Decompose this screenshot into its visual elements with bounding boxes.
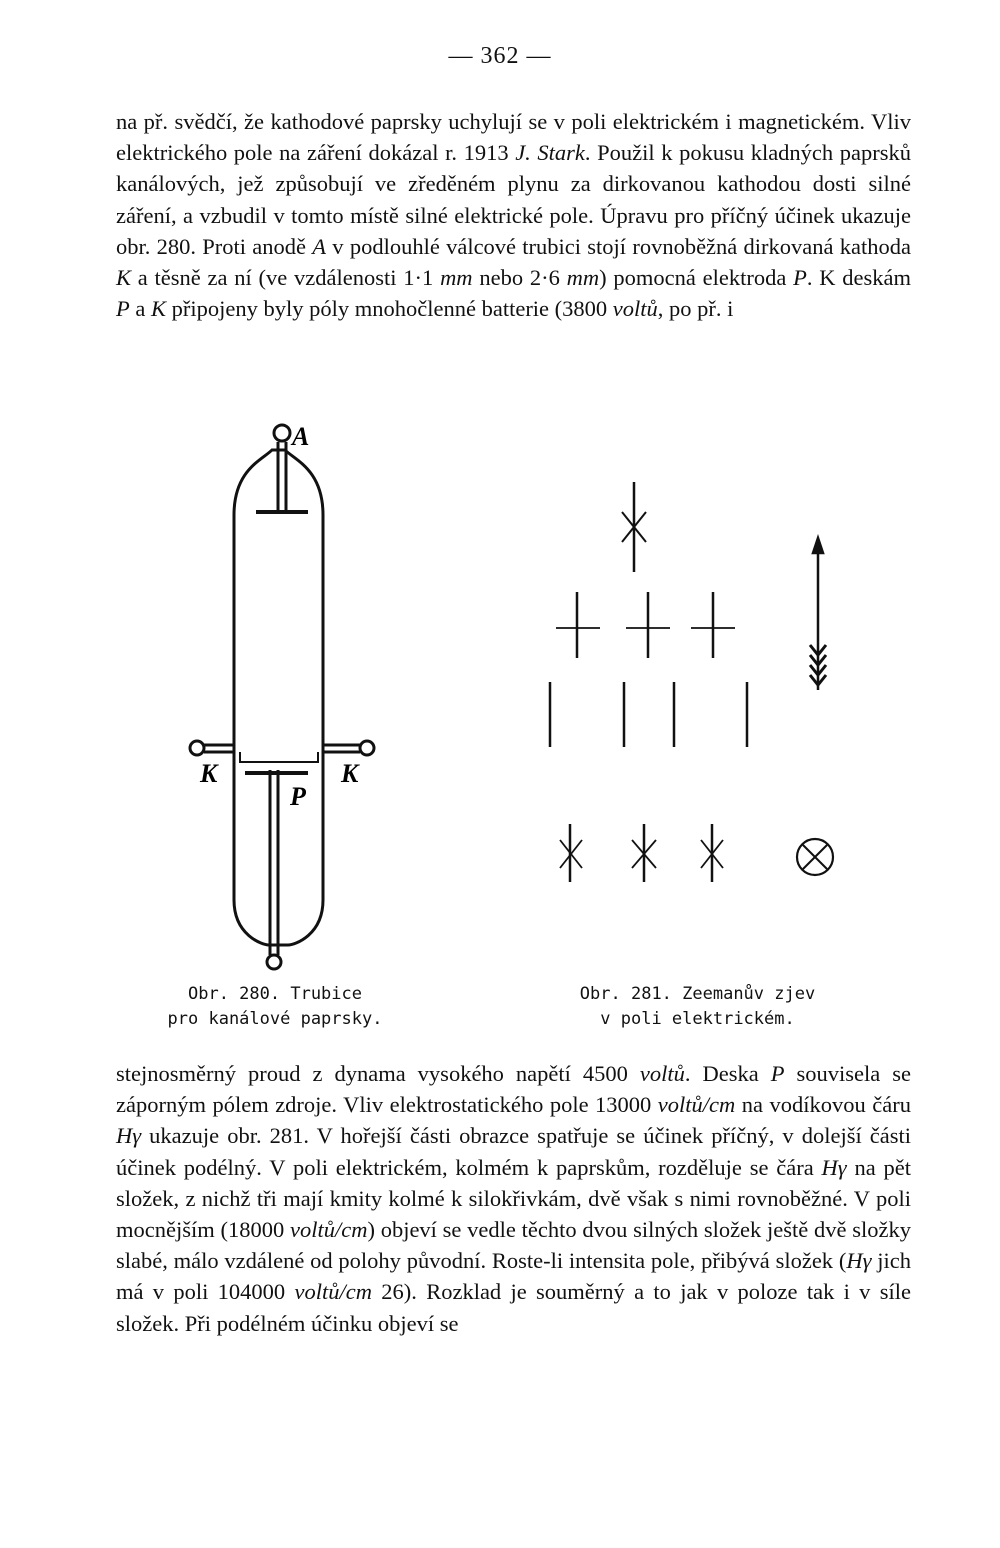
- bottom-terminal: [267, 955, 281, 969]
- figure-280-caption: Obr. 280. Trubice pro kanálové paprsky.: [167, 984, 383, 1029]
- anode-terminal: [274, 425, 290, 441]
- label-k-right: K: [341, 759, 359, 788]
- label-a: A: [292, 422, 310, 451]
- paragraph-top: na př. svědčí, že kathodové paprsky uchylují se v poli elektrickém i magnetickém. Vliv elektrického pole na záření dokázal r. 1913 J. Stark. Použil k pokusu kladných paprsků kanálových, jež způsobují ve zředěném plynu za dirkovanou kathodou dosti silné záření, a vzbudil v tomto místě silné elektrické pole. Úpravu pro příčný účinek ukazuje obr. 280. Proti anodě A v podlouhlé válcové trubici stojí rovnoběžná dirkovaná kathoda K a těsně za ní (ve vzdálenosti 1·1 mm nebo 2·6 mm) pomocná elektroda P. K deskám P a K připojeny byly póly mnohočlenné batterie (3800 voltů, po př. i: [116, 109, 912, 322]
- figure-281-stark-diagram: [550, 482, 833, 882]
- label-k-left: K: [200, 759, 218, 788]
- cathode-plate: [240, 752, 318, 762]
- cathode-terminal-right: [360, 741, 374, 755]
- figure-281-caption: Obr. 281. Zeemanův zjev v poli elektrickém.: [579, 984, 816, 1029]
- label-p: P: [290, 782, 306, 811]
- cathode-terminal-left: [190, 741, 204, 755]
- page-number: — 362 —: [448, 43, 552, 69]
- paragraph-bottom: stejnosměrný proud z dynama vysokého napětí 4500 voltů. Deska P souvisela se záporným pólem zdroje. Vliv elektrostatického pole 13000 voltů/cm na vodíkovou čáru Hγ ukazuje obr. 281. V hořejší části obrazce spatřuje se účinek příčný, v dolejší části účinek podélný. V poli elektrickém, kolmém k paprskům, rozděluje se čára Hγ na pět složek, z nichž tři mají kmity kolmé k silokřivkám, dvě však s nimi rovnoběžné. V poli mocnějším (18000 voltů/cm) objeví se vedle těchto dvou silných složek ještě dvě složky slabé, málo vzdálené od polohy původní. Roste-li intensita pole, přibývá složek (Hγ jich má v poli 104000 voltů/cm 26). Rozklad je souměrný a to jak v poloze tak i v síle složek. Při podélném účinku objeví se: [116, 1061, 911, 1336]
